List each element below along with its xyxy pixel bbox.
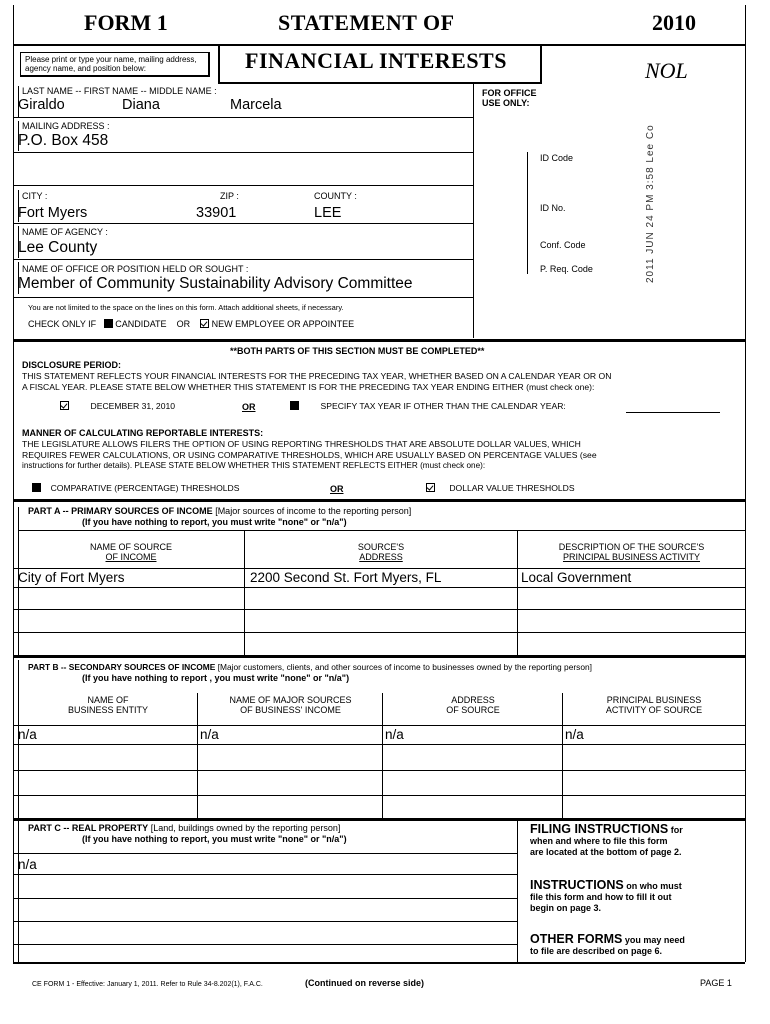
part-c-title: PART C -- REAL PROPERTY xyxy=(28,823,149,833)
part-b-col3-header: ADDRESS OF SOURCE xyxy=(446,695,500,715)
filing-instructions-block: FILING INSTRUCTIONS for when and where to file this form are located at the bottom of page 2. xyxy=(530,822,683,857)
form-title-line2: FINANCIAL INTERESTS xyxy=(245,48,507,73)
filing-heading: FILING INSTRUCTIONS xyxy=(530,822,669,836)
other-forms-block: OTHER FORMS you may need to file are described on page 6. xyxy=(530,932,685,956)
zip: 33901 xyxy=(196,205,237,221)
specify-checkbox[interactable] xyxy=(290,401,299,410)
received-stamp: 2011 JUN 24 PM 3:58 Lee Co xyxy=(645,124,656,283)
position-label: NAME OF OFFICE OR POSITION HELD OR SOUGHT : xyxy=(22,264,249,274)
check-only-if: CHECK ONLY IF xyxy=(28,319,97,329)
footer-page: PAGE 1 xyxy=(700,978,732,988)
or-text: OR xyxy=(176,319,191,329)
comparative-label: COMPARATIVE (PERCENTAGE) THRESHOLDS xyxy=(50,483,240,493)
period-choice-row xyxy=(60,401,175,411)
county: LEE xyxy=(314,205,342,221)
part-a-title-note: [Major sources of income to the reporting person] xyxy=(215,506,412,516)
office-use-label: FOR OFFICE USE ONLY: xyxy=(482,88,537,108)
dec31-label: DECEMBER 31, 2010 xyxy=(90,401,176,411)
part-b-title-note: [Major customers, clients, and other sources of income to businesses owned by the reporting person] xyxy=(217,662,592,672)
part-a-title: PART A -- PRIMARY SOURCES OF INCOME xyxy=(28,506,213,516)
part-b-col1-header: NAME OF BUSINESS ENTITY xyxy=(67,695,148,715)
name-label: LAST NAME -- FIRST NAME -- MIDDLE NAME : xyxy=(22,86,217,96)
new-employee-checkbox[interactable] xyxy=(200,319,209,328)
comparative-row xyxy=(32,483,240,493)
form-number: FORM 1 xyxy=(84,10,168,35)
manner-or: OR xyxy=(330,484,344,494)
part-c-row1: n/a xyxy=(18,857,37,872)
mailing-label: MAILING ADDRESS : xyxy=(22,121,110,131)
part-a-row1-description: Local Government xyxy=(521,570,632,585)
both-parts-note: **BOTH PARTS OF THIS SECTION MUST BE COMPLETED** xyxy=(230,346,485,356)
other-forms-heading: OTHER FORMS xyxy=(530,932,623,946)
part-b-col4-header: PRINCIPAL BUSINESS ACTIVITY OF SOURCE xyxy=(605,695,703,715)
part-c-title-note: [Land, buildings owned by the reporting person] xyxy=(150,823,341,833)
dollar-label: DOLLAR VALUE THRESHOLDS xyxy=(449,483,575,493)
manner-text-3: instructions for further details). PLEASE STATE BELOW WHETHER THIS STATEMENT REFLECTS EITHER (must check one): xyxy=(22,461,486,470)
print-instruction: Please print or type your name, mailing address, agency name, and position below: xyxy=(25,55,197,73)
part-a-subtitle: (If you have nothing to report, you must write "none" or "n/a") xyxy=(82,517,347,527)
form-year: 2010 xyxy=(652,10,696,35)
period-text-1: THIS STATEMENT REFLECTS YOUR FINANCIAL INTERESTS FOR THE PRECEDING TAX YEAR, WHETHER BASED ON A CALENDAR YEAR OR ON xyxy=(22,371,612,381)
part-b-row1-sources: n/a xyxy=(200,727,219,742)
city: Fort Myers xyxy=(18,205,88,221)
county-label: COUNTY : xyxy=(314,191,357,201)
period-text-2: A FISCAL YEAR. PLEASE STATE BELOW WHETHER THIS STATEMENT IS FOR THE PRECEDING TAX YEAR ENDING EITHER (must check one): xyxy=(22,382,595,392)
dollar-row xyxy=(426,483,575,493)
part-b-title-row xyxy=(28,662,592,672)
manner-text-1: THE LEGISLATURE ALLOWS FILERS THE OPTION OF USING REPORTING THRESHOLDS THAT ARE ABSOLUTE DOLLAR VALUES, WHICH xyxy=(22,439,581,449)
part-b-col2-header: NAME OF MAJOR SOURCES OF BUSINESS' INCOME xyxy=(229,695,352,715)
period-or: OR xyxy=(242,402,256,412)
disclosure-period-heading: DISCLOSURE PERIOD: xyxy=(22,360,122,370)
form-title-line1: STATEMENT OF xyxy=(278,10,455,35)
specify-row xyxy=(290,401,566,411)
part-a-col2-header: SOURCE'S ADDRESS xyxy=(357,542,405,562)
dollar-checkbox[interactable] xyxy=(426,483,435,492)
part-c-subtitle: (If you have nothing to report, you must write "none" or "n/a") xyxy=(82,834,347,844)
agency: Lee County xyxy=(18,239,98,256)
handwritten-note: NOL xyxy=(645,58,688,83)
manner-heading: MANNER OF CALCULATING REPORTABLE INTERESTS: xyxy=(22,428,264,438)
conf-code-label: Conf. Code xyxy=(540,240,586,250)
last-name: Giraldo xyxy=(18,97,65,113)
print-instruction-box xyxy=(20,52,210,77)
candidate-label: CANDIDATE xyxy=(115,319,167,329)
part-b-subtitle: (If you have nothing to report , you must write "none" or "n/a") xyxy=(82,673,350,683)
part-a-row1-name: City of Fort Myers xyxy=(18,570,125,585)
part-b-row1-activity: n/a xyxy=(565,727,584,742)
part-a-col1-header: NAME OF SOURCE OF INCOME xyxy=(89,542,172,562)
specify-label: SPECIFY TAX YEAR IF OTHER THAN THE CALENDAR YEAR: xyxy=(320,401,566,411)
p-req-code-label: P. Req. Code xyxy=(540,264,593,274)
comparative-checkbox[interactable] xyxy=(32,483,41,492)
part-b-row1-entity: n/a xyxy=(18,727,37,742)
part-b-row1-address: n/a xyxy=(385,727,404,742)
dec31-checkbox[interactable] xyxy=(60,401,69,410)
part-a-title-row xyxy=(28,506,411,516)
zip-label: ZIP : xyxy=(220,191,239,201)
city-label: CITY : xyxy=(22,191,48,201)
id-no-label: ID No. xyxy=(540,203,566,213)
candidate-checkbox[interactable] xyxy=(104,319,113,328)
instructions-block: INSTRUCTIONS on who must file this form and how to fill it out begin on page 3. xyxy=(530,878,682,913)
id-code-label: ID Code xyxy=(540,153,574,163)
footer-left: CE FORM 1 - Effective: January 1, 2011. Refer to Rule 34-8.202(1), F.A.C. xyxy=(32,981,263,988)
space-note: You are not limited to the space on the lines on this form. Attach additional sheets, if necessary. xyxy=(28,303,344,312)
manner-text-2: REQUIRES FEWER CALCULATIONS, OR USING COMPARATIVE THRESHOLDS, WHICH ARE USUALLY BASED ON PERCENTAGE VALUES (see xyxy=(22,450,597,460)
instructions-heading: INSTRUCTIONS xyxy=(530,878,624,892)
part-b-title: PART B -- SECONDARY SOURCES OF INCOME xyxy=(28,662,216,672)
position: Member of Community Sustainability Advisory Committee xyxy=(18,275,413,292)
specify-year-line[interactable] xyxy=(626,412,720,413)
first-name: Diana xyxy=(122,97,160,113)
part-c-title-row xyxy=(28,823,340,833)
footer-center: (Continued on reverse side) xyxy=(305,978,425,988)
agency-label: NAME OF AGENCY : xyxy=(22,227,108,237)
middle-name: Marcela xyxy=(230,97,282,113)
part-a-row1-address: 2200 Second St. Fort Myers, FL xyxy=(250,570,442,585)
new-employee-label: NEW EMPLOYEE OR APPOINTEE xyxy=(211,319,355,329)
check-only-row xyxy=(28,319,354,329)
mailing-address: P.O. Box 458 xyxy=(18,132,109,149)
part-a-col3-header: DESCRIPTION OF THE SOURCE'S PRINCIPAL BUSINESS ACTIVITY xyxy=(558,542,705,562)
